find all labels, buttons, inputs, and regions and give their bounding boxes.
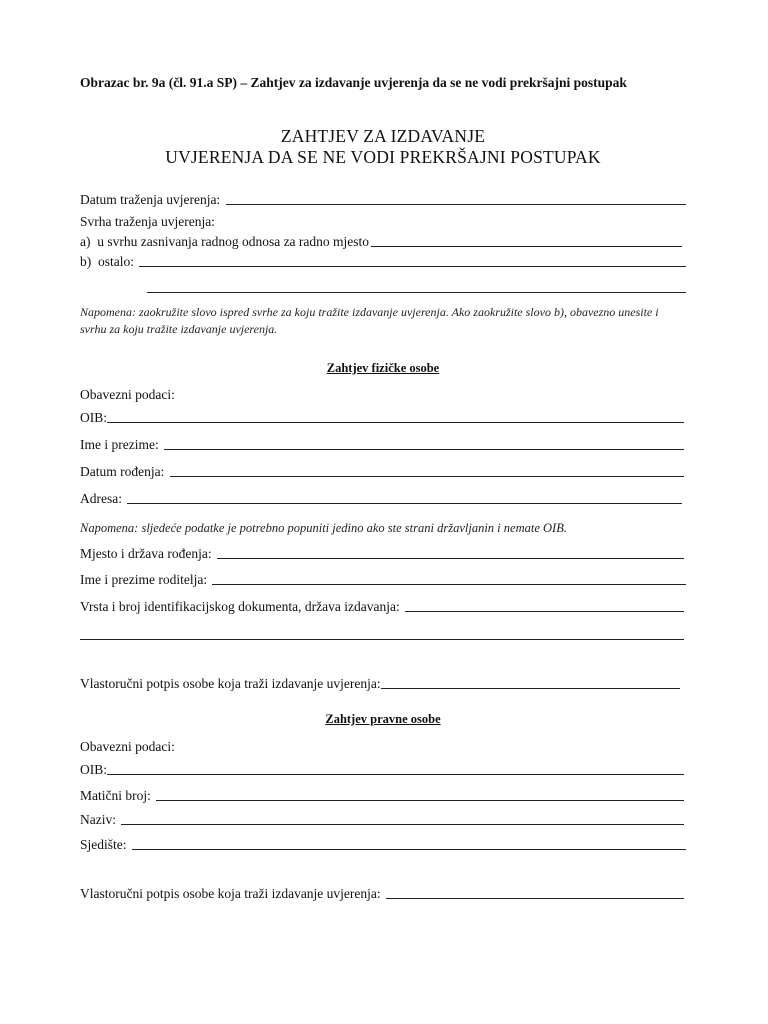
purpose-option-b-label: b) ostalo: [80,254,138,269]
natural-oib-blank[interactable] [107,421,684,423]
legal-signature-blank[interactable] [386,897,684,899]
natural-parent-label: Ime i prezime roditelja: [80,572,211,587]
natural-signature-label: Vlastoručni potpis osobe koja traži izdavanje uvjerenja: [80,676,381,691]
natural-dob-blank[interactable] [170,475,684,477]
legal-oib-field[interactable] [80,758,684,778]
form-title [80,126,686,168]
natural-signature-field[interactable] [80,672,680,692]
legal-seat-blank[interactable] [132,848,686,850]
legal-name-field[interactable] [80,808,684,828]
legal-oib-label: OIB: [80,762,107,777]
legal-signature-label: Vlastoručni potpis osobe koja traži izdavanje uvjerenja: [80,886,385,901]
natural-signature-blank[interactable] [381,687,680,689]
foreigner-note: Napomena: sljedeće podatke je potrebno popuniti jedino ako ste strani državljanin i nemate OIB. [80,521,567,535]
purpose-option-a-blank[interactable] [371,245,682,247]
natural-name-field[interactable] [80,433,684,453]
natural-birthplace-field[interactable] [80,542,684,562]
form-title-line2: UVJERENJA DA SE NE VODI PREKRŠAJNI POSTUPAK [165,147,601,167]
legal-seat-label: Sjedište: [80,837,130,852]
natural-id-doc-extra-blank[interactable] [80,639,684,640]
legal-reg-number-label: Matični broj: [80,788,155,803]
natural-mandatory-label: Obavezni podaci: [80,387,175,402]
natural-address-blank[interactable] [127,502,682,504]
natural-parent-blank[interactable] [212,583,686,585]
purpose-option-a[interactable] [80,230,682,250]
legal-seat-field[interactable] [80,833,686,853]
form-title-line1: ZAHTJEV ZA IZDAVANJE [280,126,486,146]
purpose-option-b-extra-blank[interactable] [147,292,686,293]
natural-address-field[interactable] [80,487,682,507]
legal-name-blank[interactable] [121,823,684,825]
purpose-option-a-label: a) u svrhu zasnivanja radnog odnosa za radno mjesto [80,234,370,249]
natural-id-doc-label: Vrsta i broj identifikacijskog dokumenta, država izdavanja: [80,599,404,614]
legal-signature-field[interactable] [80,882,684,902]
purpose-note: Napomena: zaokružite slovo ispred svrhe za koju tražite izdavanje uvjerenja. Ako zaokružite slovo b), obavezno unesite i svrhu za koju tražite izdavanje uvjerenja. [80,305,659,336]
natural-address-label: Adresa: [80,491,126,506]
natural-name-label: Ime i prezime: [80,437,163,452]
request-date-label: Datum traženja uvjerenja: [80,192,224,207]
request-date-field[interactable] [80,188,686,208]
purpose-option-b-blank[interactable] [139,265,686,267]
legal-reg-number-blank[interactable] [156,799,684,801]
natural-person-heading: Zahtjev fizičke osobe [326,361,440,375]
legal-person-heading: Zahtjev pravne osobe [325,712,441,726]
legal-reg-number-field[interactable] [80,784,684,804]
natural-oib-label: OIB: [80,410,107,425]
form-header: Obrazac br. 9a (čl. 91.a SP) – Zahtjev za izdavanje uvjerenja da se ne vodi prekršajni postupak [80,75,627,90]
natural-birthplace-label: Mjesto i država rođenja: [80,546,215,561]
natural-id-doc-field[interactable] [80,595,684,615]
legal-name-label: Naziv: [80,812,120,827]
natural-oib-field[interactable] [80,406,684,426]
natural-parent-field[interactable] [80,568,686,588]
legal-mandatory-label: Obavezni podaci: [80,739,175,754]
natural-birthplace-blank[interactable] [217,557,684,559]
request-date-blank[interactable] [226,203,686,205]
legal-oib-blank[interactable] [107,773,684,775]
natural-id-doc-blank[interactable] [405,610,684,612]
natural-name-blank[interactable] [164,448,684,450]
natural-dob-field[interactable] [80,460,684,480]
purpose-option-b[interactable] [80,250,686,270]
natural-dob-label: Datum rođenja: [80,464,168,479]
purpose-label: Svrha traženja uvjerenja: [80,214,215,229]
